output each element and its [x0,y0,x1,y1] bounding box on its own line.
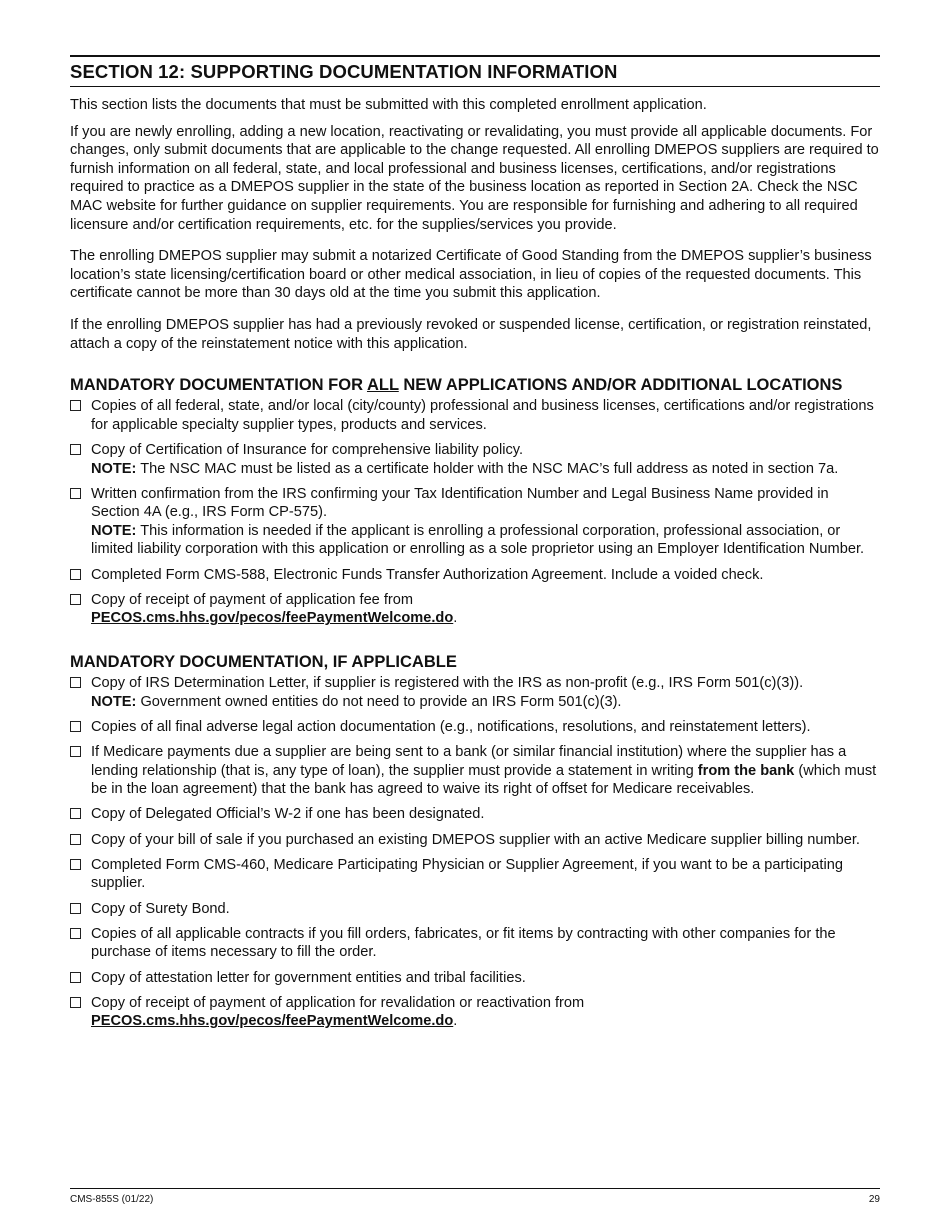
checkbox[interactable] [70,928,81,939]
item-text: Copies of all federal, state, and/or local (city/county) professional and business licenses, certifications and/or registrations for applicable specialty supplier types, products and services. [91,398,874,433]
note-text: The NSC MAC must be listed as a certificate holder with the NSC MAC’s full address as noted in section 7a. [136,460,839,477]
mandatory-if-applicable-checklist [70,674,880,1031]
note-label: NOTE: [91,693,137,710]
checkbox[interactable] [70,997,81,1008]
checkbox[interactable] [70,972,81,983]
item-text: Copy of Certification of Insurance for comprehensive liability policy. [91,441,524,458]
checklist-item [70,969,880,988]
page-footer [70,1188,880,1205]
checkbox[interactable] [70,444,81,455]
checklist-item [70,718,880,737]
checklist-item [70,674,880,711]
checklist-item [70,994,880,1031]
note-text: Government owned entities do not need to provide an IRS Form 501(c)(3). [136,693,622,710]
mandatory-all-checklist [70,397,880,628]
punctuation: . [453,610,458,627]
item-text: If Medicare payments due a supplier are being sent to a bank (or similar financial institution) where the supplier has a lending relationship (that is, any type of loan), the supplier must provide a statement in writing [91,744,847,779]
item-text: (which must be in the loan agreement) that the bank has agreed to waive its right of offset for Medicare receivables. [91,762,877,798]
checkbox[interactable] [70,834,81,845]
intro-paragraph-4: If the enrolling DMEPOS supplier has had a previously revoked or suspended license, certification, or registration reinstated, attach a copy of the reinstatement notice with this application. [70,316,872,352]
checkbox[interactable] [70,903,81,914]
item-text: Copy of IRS Determination Letter, if supplier is registered with the IRS as non-profit (e.g., IRS Form 501(c)(3)). [91,675,804,692]
checkbox[interactable] [70,677,81,688]
checkbox[interactable] [70,488,81,499]
note-label: NOTE: [91,522,137,539]
checkbox[interactable] [70,721,81,732]
item-text: Copy of Delegated Official’s W-2 if one has been designated. [91,806,485,823]
checklist-item [70,805,880,824]
checklist-item [70,591,880,628]
document-page [70,55,880,1037]
checklist-item [70,743,880,799]
checkbox[interactable] [70,594,81,605]
fee-payment-link[interactable]: PECOS.cms.hhs.gov/pecos/feePaymentWelcome.do [91,610,454,627]
note-label: NOTE: [91,460,137,477]
checklist-item [70,900,880,919]
mandatory-if-applicable-heading: MANDATORY DOCUMENTATION, IF APPLICABLE [70,653,457,672]
checklist-item [70,485,880,559]
page-number: 29 [868,1194,880,1205]
checkbox[interactable] [70,808,81,819]
emphasis-text: from the bank [697,762,795,779]
item-text: Copy of Surety Bond. [91,900,230,917]
checklist-item [70,925,880,962]
intro-paragraph-1: This section lists the documents that must be submitted with this completed enrollment application. [70,97,707,113]
item-text: Written confirmation from the IRS confirming your Tax Identification Number and Legal Business Name provided in Section 4A (e.g., IRS Form CP-575). [91,485,829,521]
fee-payment-link[interactable]: PECOS.cms.hhs.gov/pecos/feePaymentWelcome.do [91,1013,454,1030]
section-title: SECTION 12: SUPPORTING DOCUMENTATION INFORMATION [70,55,880,87]
checklist-item [70,397,880,434]
checkbox[interactable] [70,859,81,870]
heading-underlined-text: ALL [366,376,399,395]
intro-paragraph-2: If you are newly enrolling, adding a new location, reactivating or revalidating, you must provide all applicable documents. For changes, only submit documents that are applicable to the change requested. All enrolling DMEPOS suppliers are required to furnish information on all federal, state, and local professional and business licenses, certifications, and/or registrations required to practice as a DMEPOS supplier in the state of the business location as reported in Section 2A. Check the NSC MAC website for further guidance on supplier requirements. You are responsible for furnishing and adhering to all required licensure and/or certification requirements, etc. for the supplies/services you provide. [70,123,879,233]
checklist-item [70,856,880,893]
checkbox[interactable] [70,569,81,580]
checkbox[interactable] [70,400,81,411]
item-text: Completed Form CMS-460, Medicare Participating Physician or Supplier Agreement, if you want to be a participating supplier. [91,856,843,892]
item-text: Copy of receipt of payment of application fee from [91,591,414,608]
mandatory-all-heading [70,375,880,395]
heading-text: NEW APPLICATIONS AND/OR ADDITIONAL LOCATIONS [398,376,843,395]
checklist-item [70,831,880,850]
item-text: Copies of all applicable contracts if you fill orders, fabricates, or fit items by contracting with other companies for the purchase of items necessary to fill the order. [91,925,836,961]
intro-paragraph-3: The enrolling DMEPOS supplier may submit a notarized Certificate of Good Standing from the DMEPOS supplier’s business location’s state licensing/certification board or other medical association, in lieu of copies of the requested documents. This certificate cannot be more than 30 days old at the time you submit this application. [70,248,872,302]
item-text: Copies of all final adverse legal action documentation (e.g., notifications, resolutions, and reinstatement letters). [91,718,811,735]
item-text: Copy of your bill of sale if you purchased an existing DMEPOS supplier with an active Medicare supplier billing number. [91,831,860,848]
punctuation: . [453,1013,458,1030]
checkbox[interactable] [70,746,81,757]
heading-text: MANDATORY DOCUMENTATION FOR [70,376,367,395]
item-text: Copy of attestation letter for government entities and tribal facilities. [91,969,526,986]
checklist-item [70,566,880,585]
item-text: Completed Form CMS-588, Electronic Funds Transfer Authorization Agreement. Include a voided check. [91,566,764,583]
note-text: This information is needed if the applicant is enrolling a professional corporation, professional association, or limited liability corporation with this application or enrolling as a sole proprietor using an Employer Identification Number. [91,522,865,558]
item-text: Copy of receipt of payment of application for revalidation or reactivation from [91,994,585,1011]
checklist-item [70,441,880,478]
form-id: CMS-855S (01/22) [70,1194,154,1205]
